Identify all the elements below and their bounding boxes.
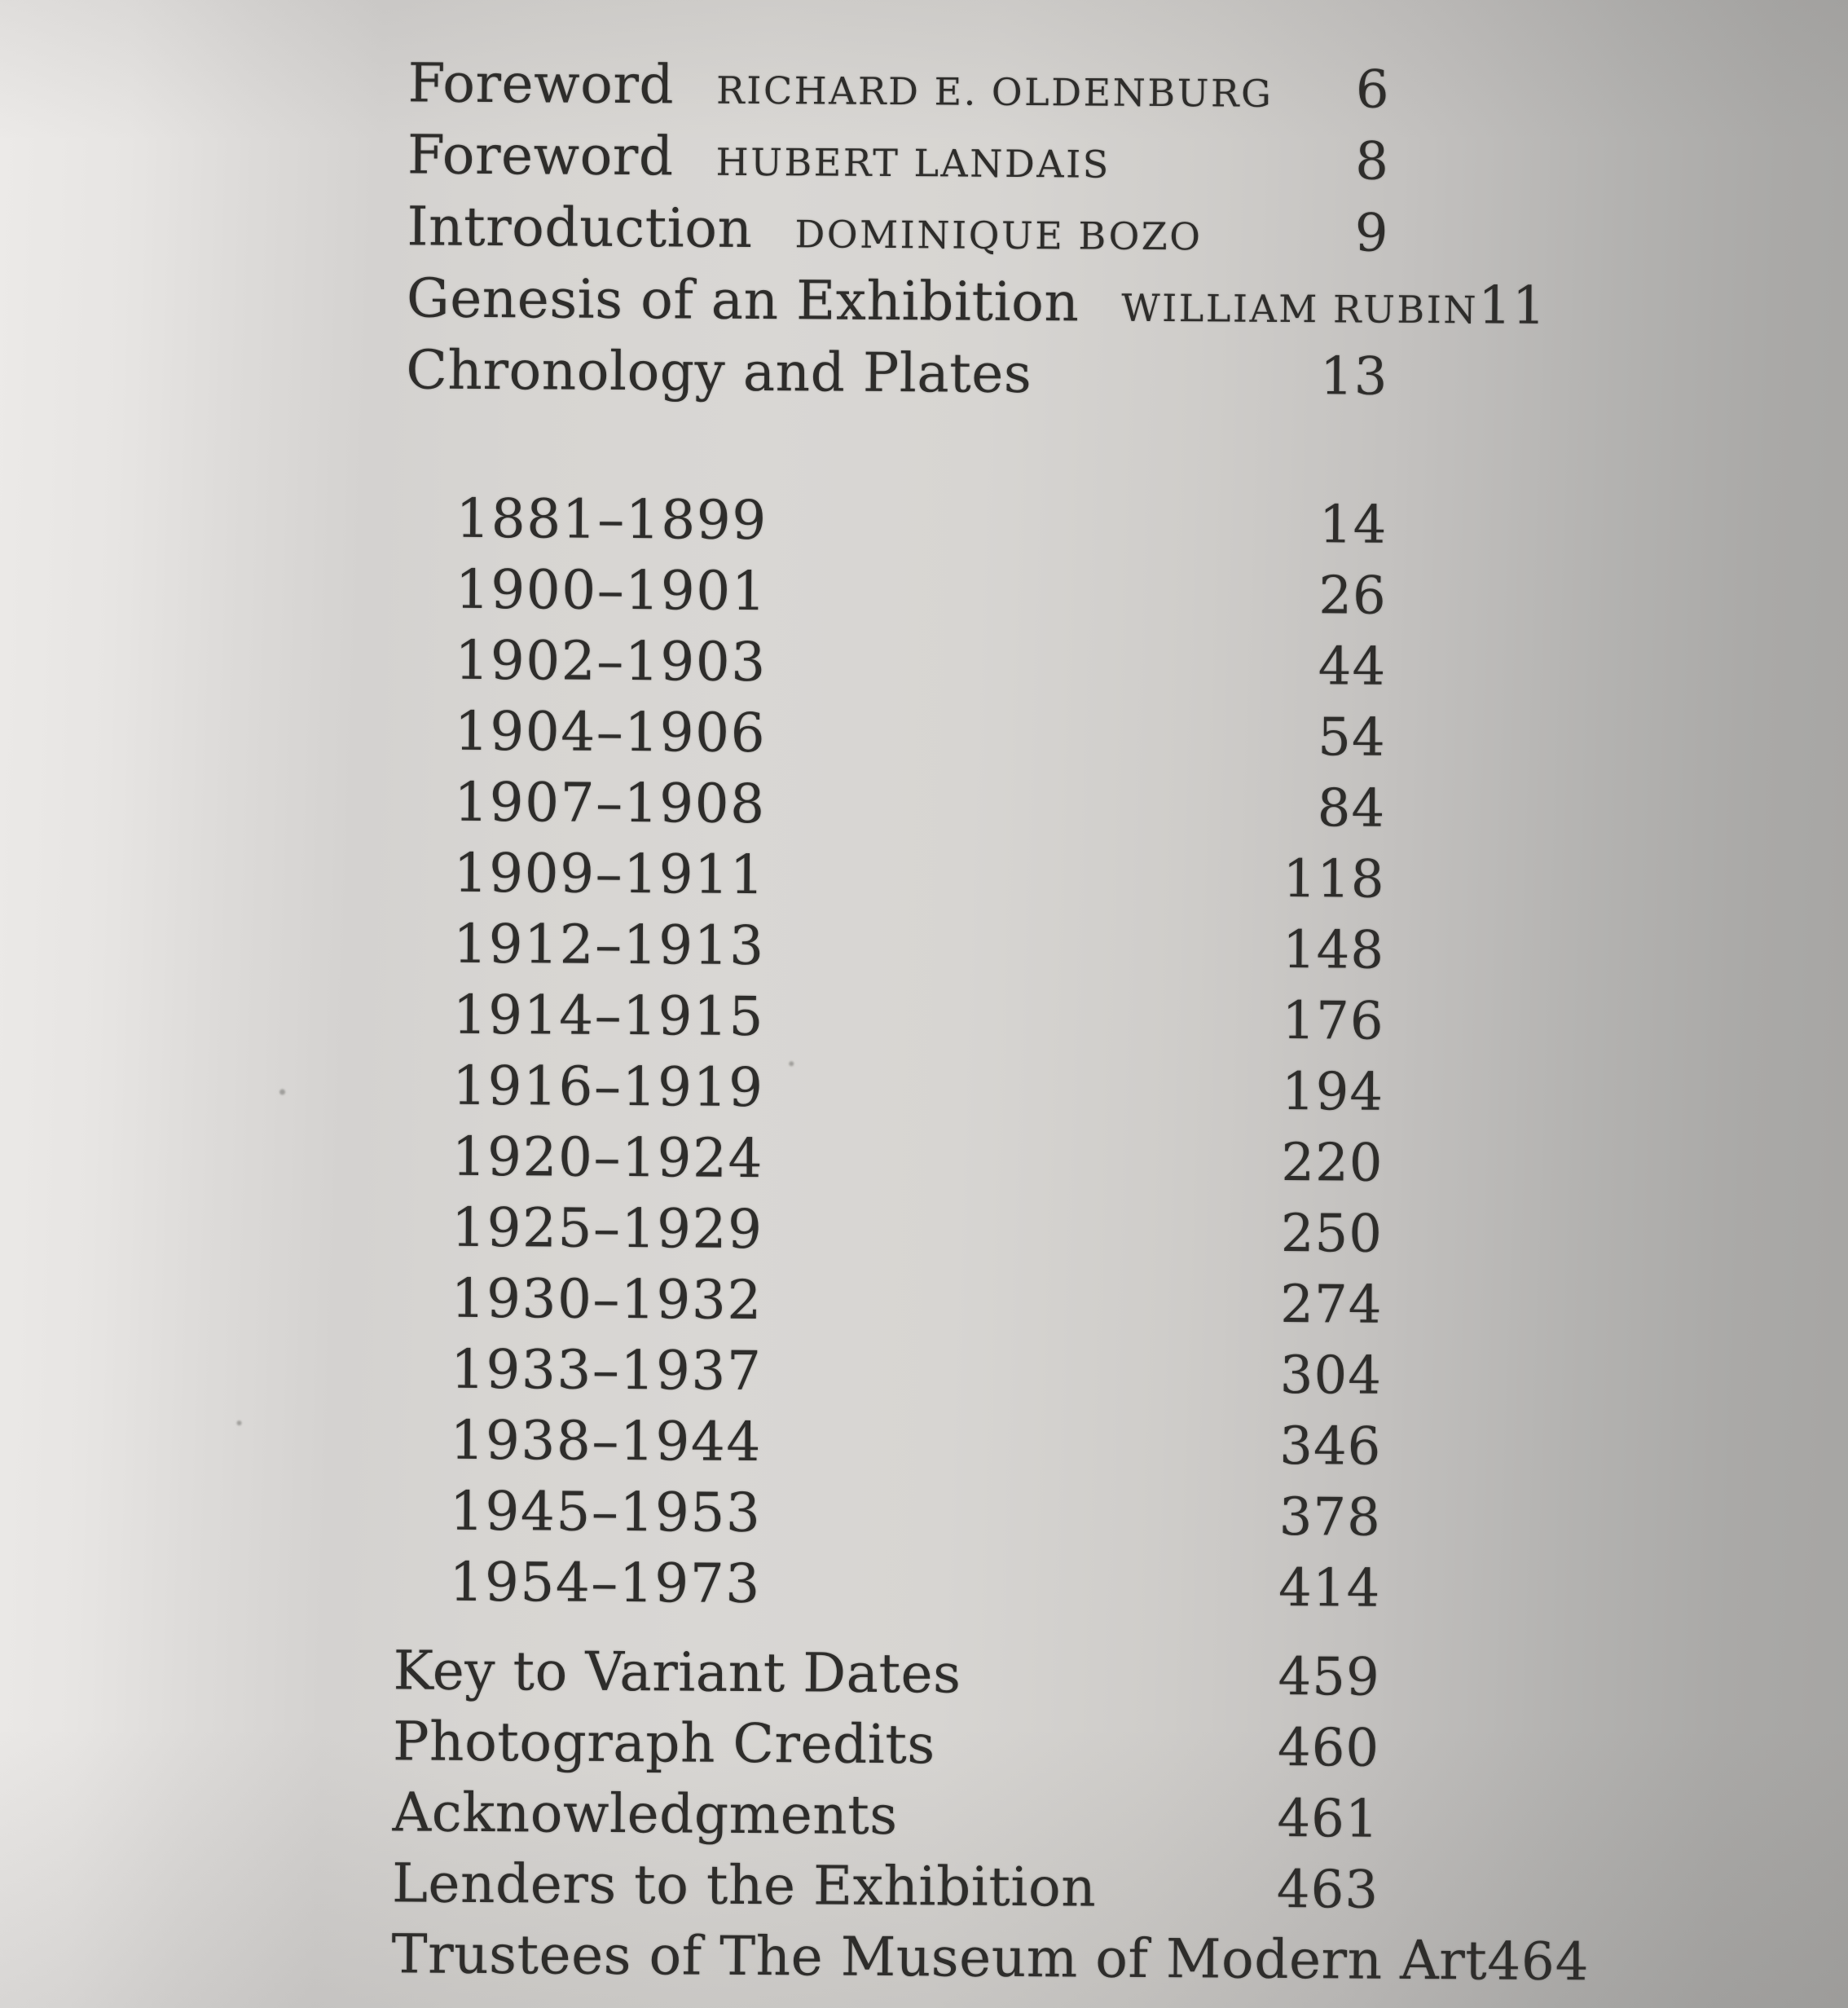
toc-entry-page-number: 304 (1279, 1345, 1383, 1407)
toc-entry-page-number: 459 (1278, 1646, 1380, 1708)
toc-entry-title: 1954–1973 (449, 1550, 762, 1616)
toc-entry-title: Photograph Credits (392, 1710, 936, 1777)
toc-entry (452, 1055, 1384, 1131)
toc-entry-page-number: 26 (1318, 566, 1387, 627)
toc-entry-page-number: 460 (1277, 1717, 1380, 1779)
toc-entry-title: Introduction (407, 195, 753, 260)
toc-entry-title: 1900–1901 (455, 557, 768, 623)
toc-entry (455, 558, 1388, 635)
toc-entry (449, 1551, 1381, 1627)
dust-speck (237, 1420, 242, 1425)
toc-entry-author: DOMINIQUE BOZO (794, 212, 1203, 259)
toc-entry-page-number: 118 (1283, 848, 1385, 910)
toc-entry (407, 195, 1389, 272)
toc-section-front-matter (406, 51, 1547, 416)
toc-entry (450, 1409, 1382, 1486)
toc-entry-title: 1933–1937 (450, 1337, 763, 1403)
toc-entry-page-number: 14 (1318, 495, 1388, 556)
toc-entry-page-number: 13 (1319, 346, 1388, 407)
toc-entry (455, 629, 1387, 706)
toc-entry-page-number: 461 (1277, 1788, 1379, 1850)
dust-speck (789, 1061, 794, 1066)
toc-entry-page-number: 274 (1280, 1274, 1383, 1336)
toc-entry-title: Genesis of an Exhibition (406, 266, 1080, 334)
toc-section-chronology-years (449, 487, 1387, 1627)
toc-entry-page-number: 464 (1487, 1931, 1590, 1993)
toc-entry (454, 700, 1386, 777)
toc-entry-page-number: 220 (1281, 1132, 1384, 1194)
toc-entry (393, 1710, 1380, 1786)
toc-entry-title: Key to Variant Dates (393, 1639, 961, 1706)
toc-entry-title: 1914–1915 (452, 983, 765, 1049)
toc-entry-page-number: 250 (1280, 1203, 1384, 1265)
toc-entry-title: Acknowledgments (392, 1781, 898, 1847)
toc-entry-title: 1902–1903 (455, 628, 767, 694)
toc-entry (392, 1852, 1379, 1928)
toc-entry (453, 913, 1385, 989)
toc-entry (451, 1196, 1384, 1273)
toc-entry-title: 1930–1932 (451, 1266, 763, 1332)
toc-entry-title: 1904–1906 (454, 699, 767, 765)
toc-entry-title: Chronology and Plates (406, 338, 1032, 406)
toc-entry-page-number: 6 (1355, 59, 1390, 121)
toc-entry (454, 771, 1386, 848)
toc-entry-title: Foreword (407, 51, 675, 117)
toc-entry-author: RICHARD E. OLDENBURG (715, 68, 1274, 116)
toc-entry (455, 487, 1388, 564)
toc-entry-title: Trustees of The Museum of Modern Art (391, 1922, 1488, 1993)
toc-entry-page-number: 84 (1317, 778, 1386, 839)
toc-entry (407, 123, 1390, 200)
toc-entry-title: Lenders to the Exhibition (391, 1852, 1097, 1919)
toc-entry (451, 1125, 1384, 1202)
toc-entry-page-number: 8 (1355, 131, 1390, 192)
toc-entry (452, 984, 1384, 1060)
toc-entry-page-number: 148 (1282, 919, 1385, 981)
toc-entry (406, 338, 1388, 416)
toc-entry-author: HUBERT LANDAIS (715, 139, 1111, 187)
toc-entry (450, 1480, 1382, 1557)
toc-entry-page-number: 378 (1278, 1486, 1382, 1548)
toc-entry-page-number: 9 (1354, 203, 1389, 264)
toc-entry (407, 51, 1390, 129)
toc-entry-title: 1938–1944 (450, 1408, 763, 1474)
toc-section-back-matter (391, 1639, 1590, 1999)
toc-entry (406, 266, 1547, 344)
toc-entry (393, 1639, 1380, 1715)
toc-entry (451, 1338, 1383, 1415)
toc-entry-title: 1920–1924 (451, 1125, 764, 1191)
toc-entry-title: 1916–1919 (451, 1054, 764, 1120)
toc-entry-author: WILLIAM RUBIN (1121, 285, 1479, 332)
toc-entry-title: 1912–1913 (452, 912, 765, 978)
toc-entry (391, 1922, 1590, 1999)
dust-speck (279, 1089, 285, 1094)
toc-entry-title: 1925–1929 (451, 1196, 763, 1262)
toc-entry (453, 842, 1385, 918)
toc-entry-page-number: 44 (1318, 636, 1387, 698)
toc-entry (392, 1781, 1379, 1857)
toc-entry-title: Foreword (407, 123, 674, 188)
toc-entry-page-number: 54 (1318, 707, 1386, 768)
toc-entry-page-number: 194 (1281, 1061, 1384, 1123)
toc-entry-title: 1909–1911 (453, 841, 766, 907)
toc-entry (451, 1267, 1383, 1344)
toc-entry-page-number: 346 (1279, 1416, 1382, 1477)
toc-entry-page-number: 11 (1477, 275, 1547, 337)
toc-entry-page-number: 463 (1276, 1859, 1379, 1921)
toc-entry-title: 1881–1899 (455, 487, 768, 553)
toc-entry-page-number: 414 (1278, 1557, 1381, 1619)
toc-entry-title: 1945–1953 (449, 1479, 762, 1545)
toc-entry-page-number: 176 (1282, 990, 1384, 1052)
toc-entry-title: 1907–1908 (453, 770, 766, 836)
